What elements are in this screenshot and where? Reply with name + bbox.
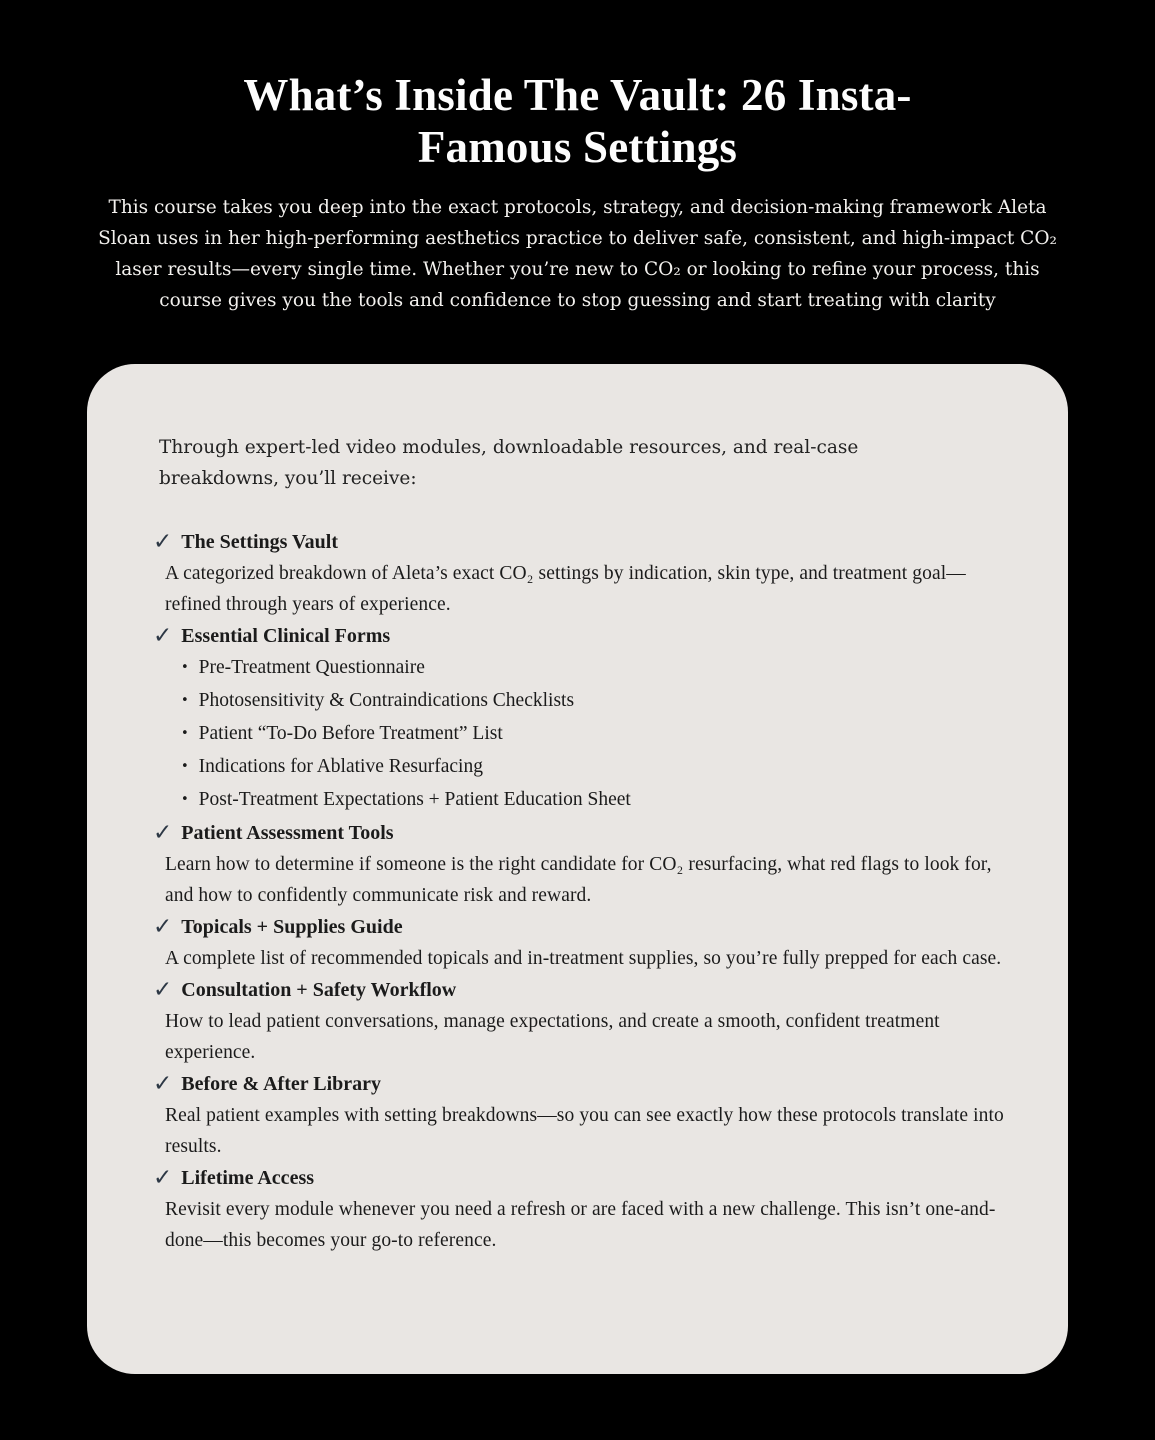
section-settings-vault	[153, 526, 1006, 620]
course-feature-list	[153, 526, 1006, 1256]
list-item-label: Post-Treatment Expectations + Patient Education Sheet	[198, 788, 631, 810]
check-icon: ✓	[153, 1164, 173, 1191]
section-title: Before & After Library	[181, 1072, 382, 1095]
section-heading	[153, 817, 1006, 849]
section-heading	[153, 620, 1006, 652]
section-heading	[153, 1162, 1006, 1194]
bullet-icon: •	[181, 659, 189, 675]
check-icon: ✓	[153, 819, 173, 846]
list-item-label: Indications for Ablative Resurfacing	[198, 755, 483, 777]
course-contents-card	[87, 364, 1068, 1374]
section-title: Lifetime Access	[181, 1166, 315, 1189]
section-title: Topicals + Supplies Guide	[181, 915, 403, 938]
section-body: A categorized breakdown of Aleta’s exact CO₂ settings by indication, skin type, and treatment goal—refined through years of experience.	[165, 562, 966, 615]
section-body: Real patient examples with setting breakdowns—so you can see exactly how these protocols translate into results.	[165, 1104, 1004, 1157]
list-item-label: Photosensitivity & Contraindications Checklists	[198, 689, 575, 711]
section-consultation-workflow	[153, 974, 1006, 1068]
check-icon: ✓	[153, 528, 173, 555]
section-topicals-supplies	[153, 911, 1006, 974]
page-title: What’s Inside The Vault: 26 Insta-Famous Settings	[243, 70, 912, 172]
check-icon: ✓	[153, 1070, 173, 1097]
section-body: Revisit every module whenever you need a refresh or are faced with a new challenge. This isn’t one-and-done—this becomes your go-to reference.	[165, 1198, 996, 1251]
section-patient-assessment	[153, 817, 1006, 911]
section-before-after-library	[153, 1068, 1006, 1162]
section-body: How to lead patient conversations, manage expectations, and create a smooth, confident treatment experience.	[165, 1010, 940, 1063]
list-item	[159, 652, 1006, 685]
section-heading	[153, 974, 1006, 1006]
section-clinical-forms	[153, 620, 1006, 817]
check-icon: ✓	[153, 976, 173, 1003]
list-item	[159, 685, 1006, 718]
bullet-icon: •	[181, 692, 189, 708]
section-body: Learn how to determine if someone is the right candidate for CO₂ resurfacing, what red flags to look for, and how to confidently communicate risk and reward.	[165, 853, 992, 906]
section-lifetime-access	[153, 1162, 1006, 1256]
section-heading	[153, 526, 1006, 558]
bullet-icon: •	[181, 791, 189, 807]
section-body: A complete list of recommended topicals and in-treatment supplies, so you’re fully prepped for each case.	[165, 947, 1002, 969]
section-title: Essential Clinical Forms	[181, 624, 391, 647]
card-intro-text: Through expert-led video modules, downloadable resources, and real-case breakdowns, you’ll receive:	[159, 436, 859, 489]
bullet-icon: •	[181, 758, 189, 774]
check-icon: ✓	[153, 622, 173, 649]
section-title: Patient Assessment Tools	[181, 821, 394, 844]
list-item-label: Patient “To-Do Before Treatment” List	[198, 722, 503, 744]
list-item-label: Pre-Treatment Questionnaire	[198, 656, 425, 678]
bullet-icon: •	[181, 725, 189, 741]
section-title: Consultation + Safety Workflow	[181, 978, 457, 1001]
list-item	[159, 751, 1006, 784]
clinical-forms-list	[159, 652, 1006, 817]
list-item	[159, 718, 1006, 751]
section-title: The Settings Vault	[181, 530, 338, 553]
section-heading	[153, 1068, 1006, 1100]
check-icon: ✓	[153, 913, 173, 940]
section-heading	[153, 911, 1006, 943]
course-description: This course takes you deep into the exact protocols, strategy, and decision-making framework Aleta Sloan uses in her high-performing aesthetics practice to deliver safe, consistent, and high-impact CO₂ laser results—every single time. Whether you’re new to CO₂ or looking to refine your process, this course gives you the tools and confidence to stop guessing and start treating with clarity	[98, 196, 1057, 311]
list-item	[159, 784, 1006, 817]
